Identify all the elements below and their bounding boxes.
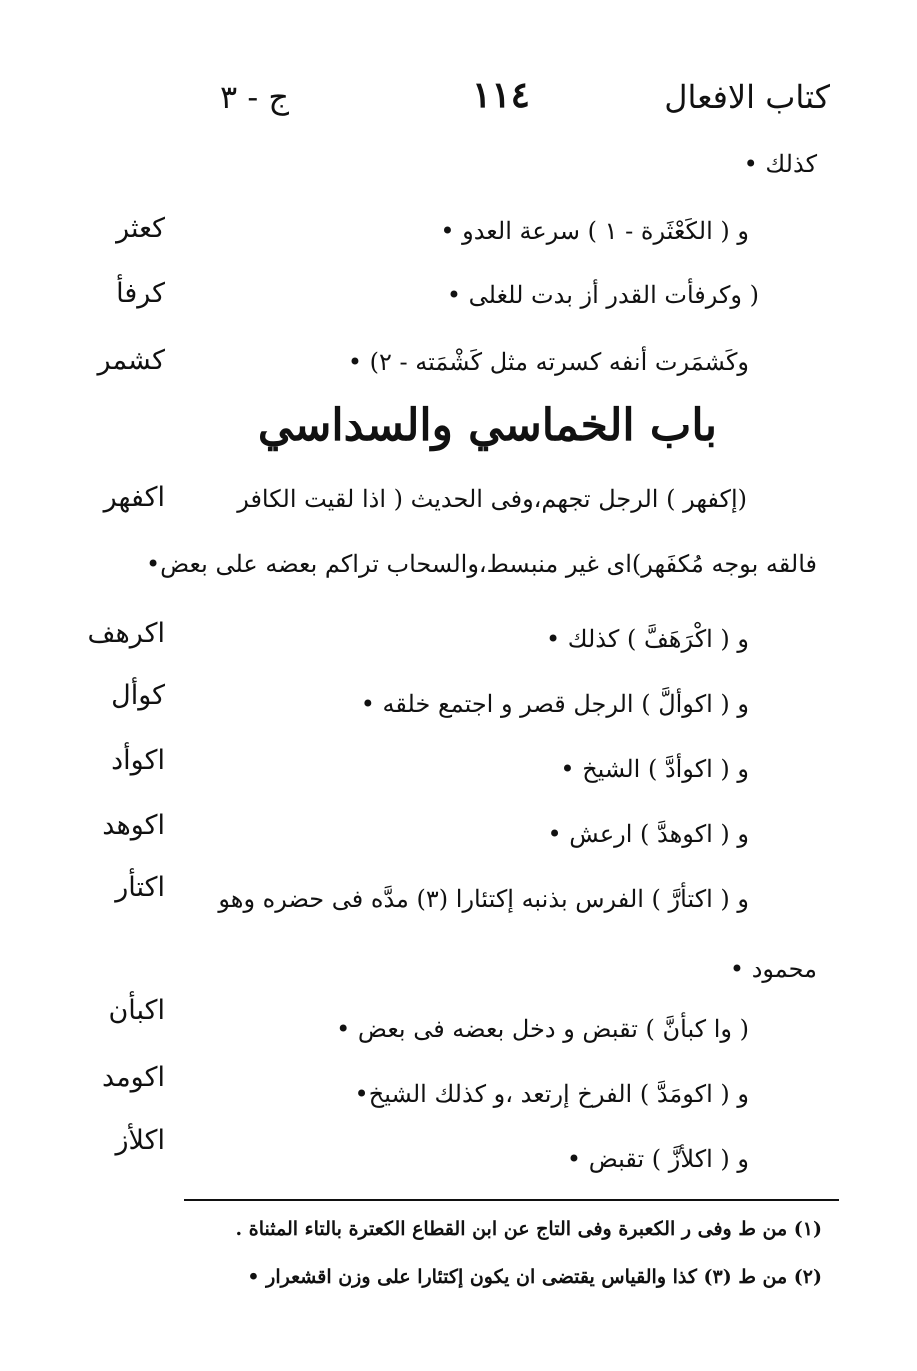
- section-heading: باب الخماسي والسداسي: [257, 400, 717, 451]
- text-line: و ( اكْرَهَفَّ ) كذلك •: [545, 625, 749, 653]
- text-line: و ( اكوهدَّ ) ارعش •: [547, 820, 749, 848]
- margin-root-word: اكرهف: [87, 618, 165, 649]
- footnote-divider: [184, 1199, 839, 1201]
- text-line: و ( اكلأزَّ ) تقبض •: [566, 1145, 749, 1173]
- text-line: و ( اكوأدَّ ) الشيخ •: [560, 755, 749, 783]
- text-line: محمود •: [729, 955, 817, 983]
- page-number: ١١٤: [472, 74, 531, 116]
- margin-root-word: اكوأد: [111, 745, 165, 776]
- text-line: فالقه بوجه مُكفَهر)اى غير منبسط،والسحاب تراكم بعضه على بعض•: [146, 550, 817, 578]
- margin-root-word: اكفهر: [103, 482, 165, 513]
- page-header: [210, 74, 830, 128]
- volume-label: ج - ٣: [220, 78, 289, 116]
- text-line: كذلك •: [743, 150, 817, 178]
- book-title: كتاب الافعال: [664, 78, 830, 116]
- footnote: (٢) من ط (٣) كذا والقياس يقتضى ان يكون إكتئارا على وزن اقشعرار •: [247, 1266, 822, 1288]
- margin-root-word: كرفأ: [116, 278, 165, 309]
- text-line: و ( الكَعْثَرة - ١ ) سرعة العدو •: [440, 217, 749, 245]
- text-line: و ( اكومَدَّ ) الفرخ إرتعد ،و كذلك الشيخ•: [354, 1080, 749, 1108]
- text-line: ( وا كبأنَّ ) تقبض و دخل بعضه فى بعض •: [336, 1015, 749, 1043]
- text-line: و ( اكتأرَّ ) الفرس بذنبه إكتئارا (٣) مدَّه فى حضره وهو: [218, 885, 749, 913]
- text-line: (إكفهر ) الرجل تجهم،وفى الحديث ( اذا لقيت الكافر: [237, 485, 747, 513]
- margin-root-word: كوأل: [111, 680, 165, 711]
- footnote: (١) من ط وفى ر الكعبرة وفى التاج عن ابن القطاع الكعترة بالتاء المثناة .: [235, 1218, 822, 1240]
- margin-root-word: اكومد: [102, 1062, 165, 1093]
- margin-root-word: اكتأر: [115, 872, 165, 903]
- margin-root-word: كشمر: [97, 345, 165, 376]
- text-line: و ( اكوألَّ ) الرجل قصر و اجتمع خلقه •: [360, 690, 749, 718]
- text-line: وكَشمَرت أنفه كسرته مثل كَشْمَته - ٢) •: [347, 348, 749, 376]
- margin-root-word: اكبأن: [108, 995, 165, 1026]
- margin-root-word: كعثر: [116, 213, 165, 244]
- text-line: ( وكرفأت القدر أز بدت للغلى •: [446, 281, 759, 309]
- margin-root-word: اكلأز: [115, 1125, 165, 1156]
- margin-root-word: اكوهد: [102, 810, 165, 841]
